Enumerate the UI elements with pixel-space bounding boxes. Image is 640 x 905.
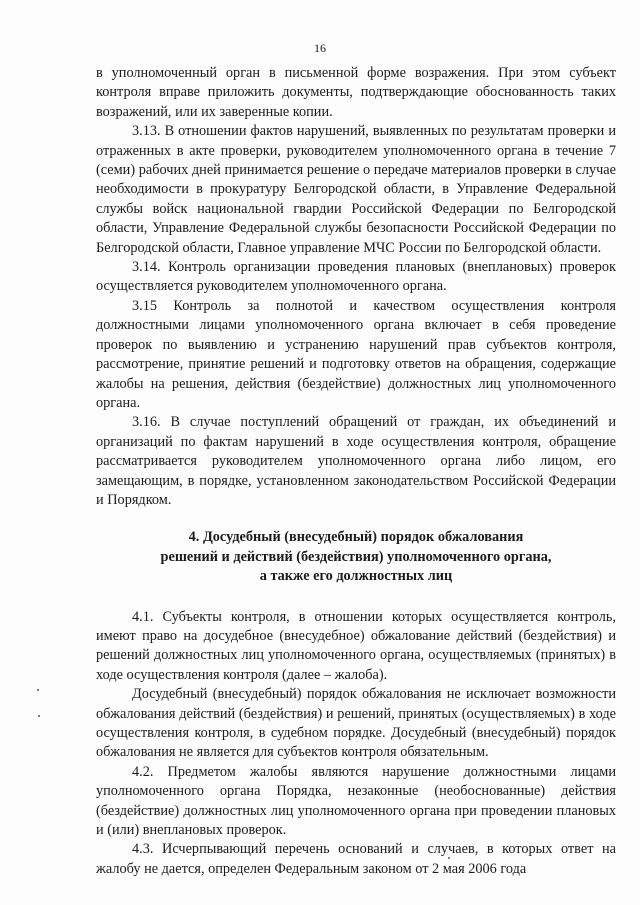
document-body <box>96 64 616 879</box>
section-heading-line: решений и действий (бездействия) уполномоченного органа, <box>160 548 552 565</box>
scan-speck <box>448 857 450 859</box>
scan-speck <box>37 689 39 691</box>
section-heading-line: а также его должностных лиц <box>259 568 453 585</box>
section-heading <box>96 528 616 586</box>
paragraph: 3.14. Контроль организации проведения плановых (внеплановых) проверок осуществляется руководителем уполномоченного органа. <box>96 259 616 295</box>
paragraph: Досудебный (внесудебный) порядок обжалования не исключает возможности обжалования действий (бездействия) и решений, принятых (осуществляемых) в ходе осуществления контроля, в судебном порядке. Досудебный (внесудебный) порядок обжалования не является для субъектов контроля обязательным. <box>96 686 616 761</box>
paragraph: в уполномоченный орган в письменной форме возражения. При этом субъект контроля вправе приложить документы, подтверждающие обоснованность таких возражений, или их заверенные копии. <box>96 65 616 120</box>
paragraph: 4.1. Субъекты контроля, в отношении которых осуществляется контроль, имеют право на досудебное (внесудебное) обжалование действий (бездействия) и решений должностных лиц уполномоченного органа, осуществляемых (принятых) в ходе осуществления контроля (далее – жалоба). <box>96 608 616 683</box>
paragraph: 4.3. Исчерпывающий перечень оснований и случаев, в которых ответ на жалобу не дается, определен Федеральным законом от 2 мая 2006 года <box>96 841 616 877</box>
page-number: 16 <box>314 41 326 55</box>
paragraph: 4.2. Предметом жалобы являются нарушение должностными лицами уполномоченного органа Порядка, незаконные (необоснованные) действия (бездействие) должностных лиц уполномоченного органа при проведении плановых и (или) внеплановых проверок. <box>96 763 616 839</box>
paragraph: 3.16. В случае поступлений обращений от граждан, их объединений и организаций по фактам нарушений в ходе осуществления контроля, обращение рассматривается руководителем уполномоченного органа либо лицом, его замещающим, в порядке, установленном законодательством Российской Федерации и Порядком. <box>96 414 616 508</box>
scan-speck <box>38 715 40 717</box>
section-heading-line: 4. Досудебный (внесудебный) порядок обжалования <box>188 529 524 546</box>
paragraph: 3.13. В отношении фактов нарушений, выявленных по результатам проверки и отраженных в акте проверки, руководителем уполномоченного органа в течение 7 (семи) рабочих дней принимается решение о передаче материалов проверки в случае необходимости в прокуратуру Белгородской области, в Управление Федеральной службы войск национальной гвардии Российской Федерации по Белгородской области, Управление Федеральной службы безопасности Российской Федерации по Белгородской области, Главное управление МЧС России по Белгородской области. <box>96 123 616 256</box>
paragraph: 3.15 Контроль за полнотой и качеством осуществления контроля должностными лицами уполномоченного органа включает в себя проведение проверок по выявлению и устранению нарушений прав субъектов контроля, рассмотрение, принятие решений и подготовку ответов на обращения, содержащие жалобы на решения, действия (бездействие) должностных лиц уполномоченного органа. <box>96 297 616 411</box>
